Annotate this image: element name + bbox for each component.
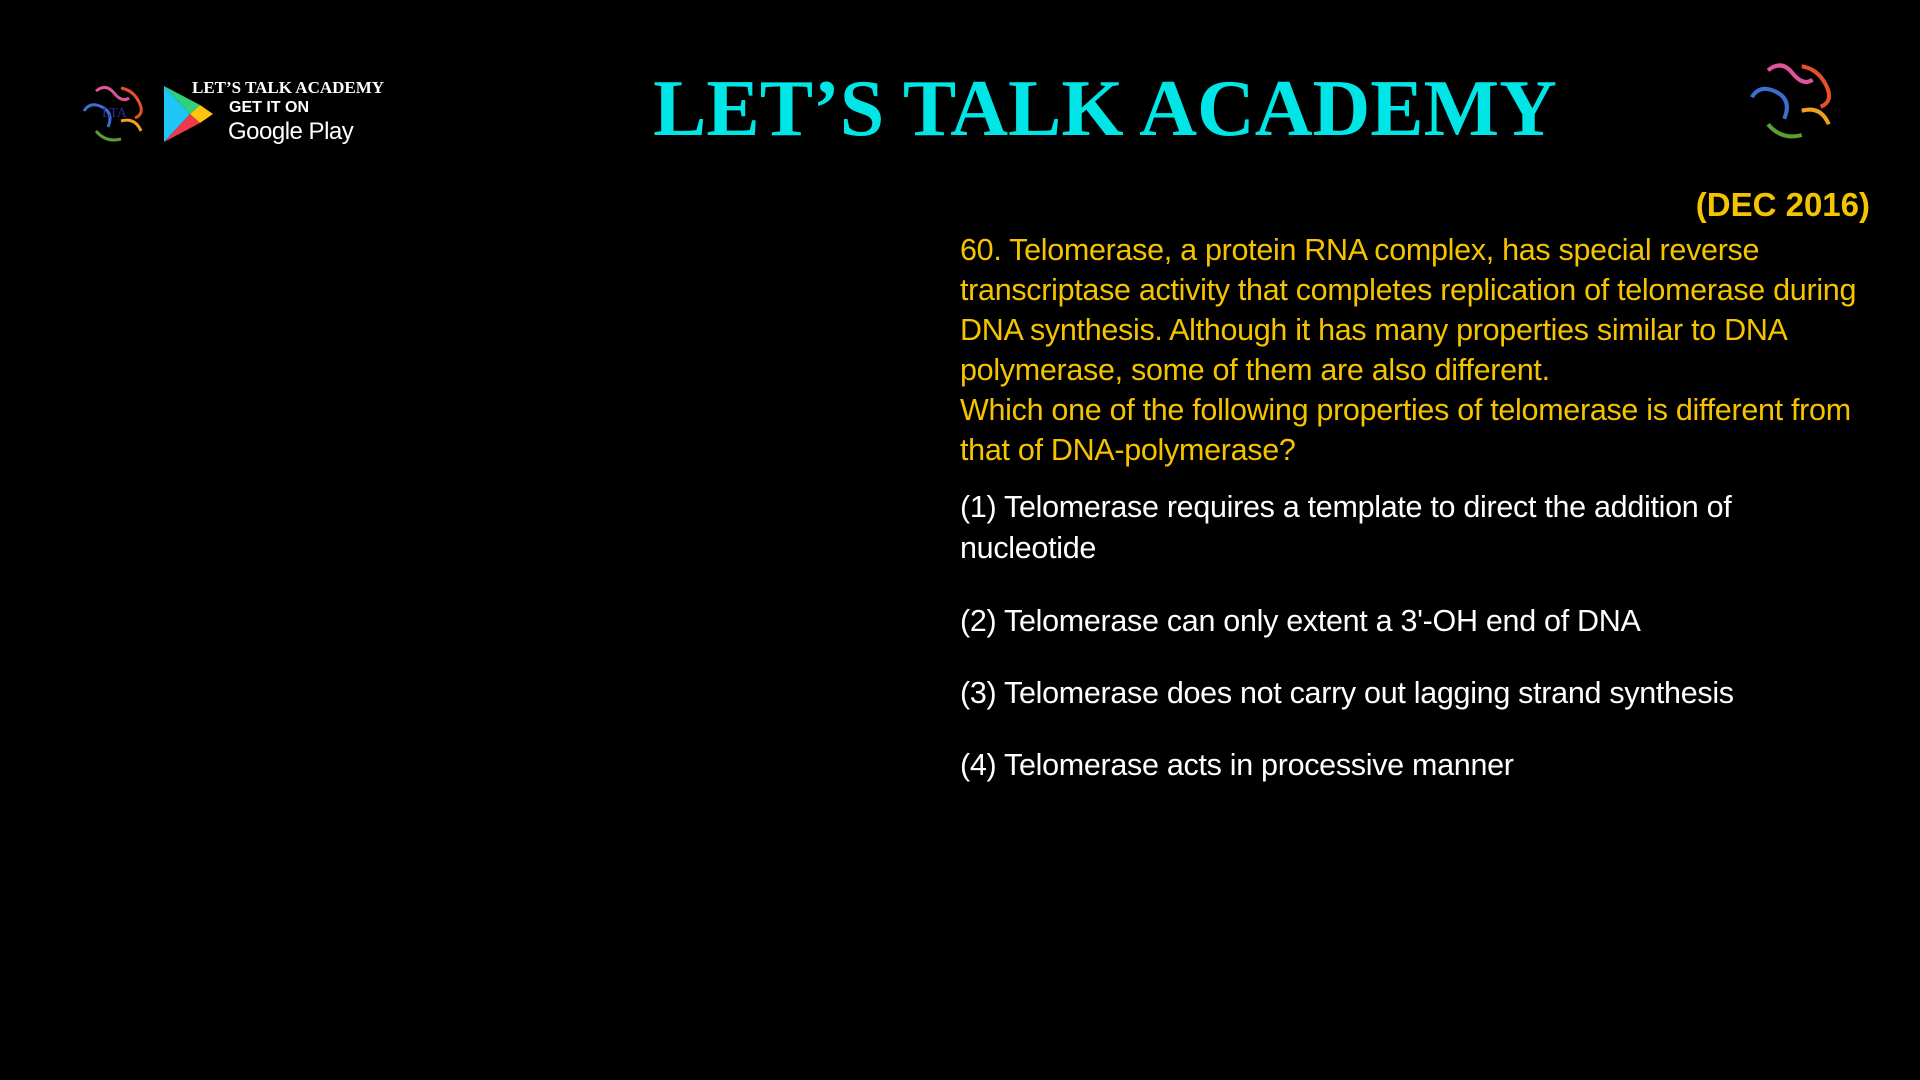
badge-google-play[interactable]: Google Play (228, 118, 354, 145)
badge-brand: LET’S TALK ACADEMY (192, 78, 385, 97)
option-2: (2) Telomerase can only extent a 3'-OH end of DNA (960, 604, 1641, 638)
option-4: (4) Telomerase acts in processive manner (960, 748, 1514, 782)
page-title: LET’S TALK ACADEMY (653, 65, 1557, 153)
academy-logo-right (1740, 50, 1850, 158)
question-stem: 60. Telomerase, a protein RNA complex, has special reverse transcriptase activity that completes replication of telomerase during DNA synthesis. Although it has many properties similar to DNA polymerase, some of them are also different. (960, 233, 1857, 387)
logo-lettering: LTA (102, 106, 127, 121)
option-3: (3) Telomerase does not carry out lagging strand synthesis (960, 676, 1734, 710)
exam-year: (DEC 2016) (1695, 186, 1870, 223)
question-text (960, 230, 1880, 470)
question-prompt: Which one of the following properties of telomerase is different from that of DNA-polymerase? (960, 393, 1851, 467)
option-1: (1) Telomerase requires a template to direct the addition of nucleotide (960, 490, 1732, 565)
badge-get-it-on[interactable]: GET IT ON (229, 99, 309, 116)
